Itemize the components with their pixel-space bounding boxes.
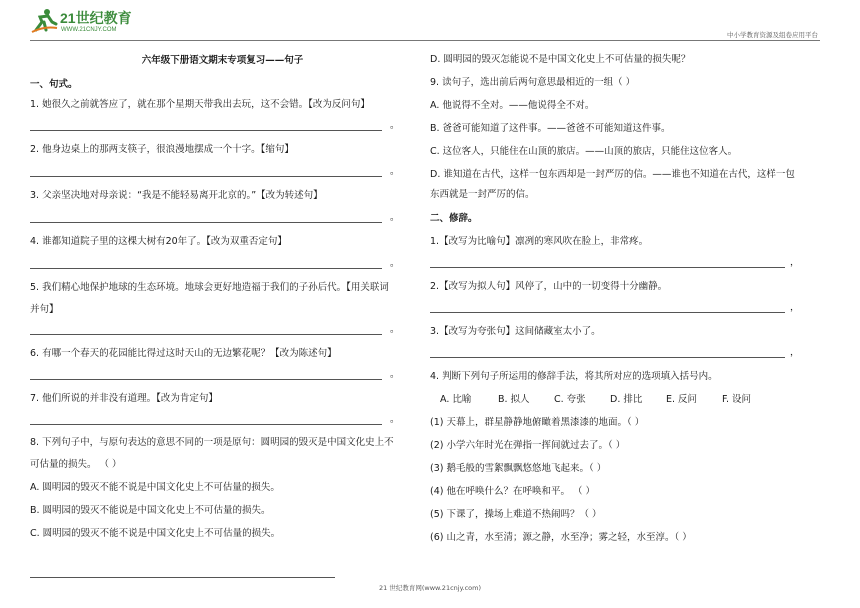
answer-period-3: 。 [390, 212, 400, 223]
rhetoric-sentence-4: (4) 他在呼唤什么？在呼唤和平。 （ ） [430, 486, 596, 497]
answer-line-1[interactable] [30, 130, 382, 131]
question-9-option-c: C. 这位客人，只能住在山顶的旅店。——山顶的旅店，只能住这位客人。 [430, 146, 738, 157]
rhetoric-question-4: 4. 判断下列句子所运用的修辞手法，将其所对应的选项填入括号内。 [430, 371, 718, 382]
rhetoric-question-1: 1.【改写为比喻句】凛冽的寒风吹在脸上，非常疼。 [430, 236, 649, 247]
rhetoric-sentence-6: (6) 山之青，水至清；源之静，水至净；雾之轻，水至淳。（ ） [430, 532, 692, 543]
rhetoric-answer-line-3[interactable] [430, 357, 785, 358]
question-9-option-b: B. 爸爸可能知道了这件事。——爸爸不可能知道这件事。 [430, 123, 671, 134]
rhetoric-option-f: F. 设问 [722, 394, 751, 405]
question-1: 1. 她很久之前就答应了，就在那个星期天带我出去玩，这不会错。【改为反问句】 [30, 99, 370, 110]
question-9-option-d: D. 谁知道在古代，这样一包东西却是一封严厉的信。——谁也不知道在古代，这样一包 [430, 169, 795, 180]
question-8-continued: 可估量的损失。 （ ） [30, 459, 122, 470]
logo-text: 21世纪教育 [60, 10, 132, 26]
header-divider [30, 40, 820, 41]
question-8-option-a: A. 圆明园的毁灭不能不说是中国文化史上不可估量的损失。 [30, 482, 280, 493]
rhetoric-option-d: D. 排比 [610, 394, 643, 405]
rhetoric-answer-line-2[interactable] [430, 312, 785, 313]
rhetoric-option-e: E. 反问 [666, 394, 698, 405]
header-platform-name: 中小学教育资源及组卷应用平台 [727, 31, 818, 39]
answer-period-2: 。 [390, 166, 400, 177]
answer-line-4[interactable] [30, 268, 382, 269]
document-title: 六年级下册语文期末专项复习——句子 [141, 55, 304, 66]
answer-line-6[interactable] [30, 379, 382, 380]
logo-subtext: WWW.21CNJY.COM [61, 27, 117, 33]
question-8-option-d: D. 圆明园的毁灭怎能说不是中国文化史上不可估量的损失呢？ [430, 54, 691, 65]
rhetoric-answer-comma-2: ， [790, 302, 800, 313]
answer-line-5[interactable] [30, 334, 382, 335]
rhetoric-sentence-5: (5) 下课了，操场上难道不热闹吗？（ ） [430, 509, 602, 520]
rhetoric-option-c: C. 夸张 [554, 394, 586, 405]
rhetoric-sentence-1: (1) 天幕上，群星静静地俯瞰着黑漆漆的地面。（ ） [430, 417, 645, 428]
section-heading-rhetoric: 二、修辞。 [430, 213, 478, 224]
question-7: 7. 他们所说的并非没有道理。【改为肯定句】 [30, 393, 218, 404]
question-4: 4. 谁都知道院子里的这棵大树有20年了。【改为双重否定句】 [30, 236, 287, 247]
page-header [0, 0, 860, 44]
question-8: 8. 下列句子中，与原句表达的意思不同的一项是原句：圆明园的毁灭是中国文化史上不 [30, 437, 394, 448]
footer-divider [30, 577, 335, 578]
rhetoric-sentence-2: (2) 小学六年时光在弹指一挥间就过去了。（ ） [430, 440, 626, 451]
rhetoric-question-3: 3.【改写为夸张句】这间储藏室太小了。 [430, 326, 601, 337]
question-2: 2. 他身边桌上的那两支筷子，很浪漫地摆成一个十字。【缩句】 [30, 144, 294, 155]
answer-period-5: 。 [390, 324, 400, 335]
rhetoric-answer-line-1[interactable] [430, 267, 785, 268]
question-8-option-c: C. 圆明园的毁灭不能不说是中国文化史上不可估量的损失。 [30, 528, 281, 539]
runner-logo-icon [30, 8, 58, 34]
site-logo [30, 6, 150, 40]
rhetoric-option-b: B. 拟人 [498, 394, 530, 405]
rhetoric-option-a: A. 比喻 [440, 394, 472, 405]
question-9: 9. 读句子，选出前后两句意思最相近的一组（ ） [430, 77, 636, 88]
answer-period-1: 。 [390, 120, 400, 131]
answer-line-3[interactable] [30, 222, 382, 223]
answer-period-6: 。 [390, 369, 400, 380]
answer-line-2[interactable] [30, 176, 382, 177]
question-3: 3. 父亲坚决地对母亲说：“我是不能轻易离开北京的。”【改为转述句】 [30, 190, 323, 201]
rhetoric-sentence-3: (3) 鹅毛般的雪絮飘飘悠悠地飞起来。（ ） [430, 463, 607, 474]
question-6: 6. 有哪一个春天的花园能比得过这时天山的无边繁花呢？【改为陈述句】 [30, 348, 337, 359]
rhetoric-question-2: 2.【改写为拟人句】风停了，山中的一切变得十分幽静。 [430, 281, 668, 292]
question-5: 5. 我们精心地保护地球的生态环境。地球会更好地造福于我们的子孙后代。【用关联词 [30, 282, 389, 293]
section-heading-sentence-patterns: 一、句式。 [30, 79, 78, 90]
rhetoric-answer-comma-3: ， [790, 347, 800, 358]
question-8-option-b: B. 圆明园的毁灭不能说是中国文化史上不可估量的损失。 [30, 505, 271, 516]
answer-period-7: 。 [390, 414, 400, 425]
answer-period-4: 。 [390, 258, 400, 269]
question-9-option-a: A. 他说得不全对。——他说得全不对。 [430, 100, 595, 111]
answer-line-7[interactable] [30, 424, 382, 425]
page-footer: 21 世纪教育网(www.21cnjy.com) [379, 584, 481, 592]
question-5-continued: 并句】 [30, 304, 59, 315]
rhetoric-answer-comma-1: ， [790, 257, 800, 268]
question-9-option-d-continued: 东西就是一封严厉的信。 [430, 189, 535, 200]
